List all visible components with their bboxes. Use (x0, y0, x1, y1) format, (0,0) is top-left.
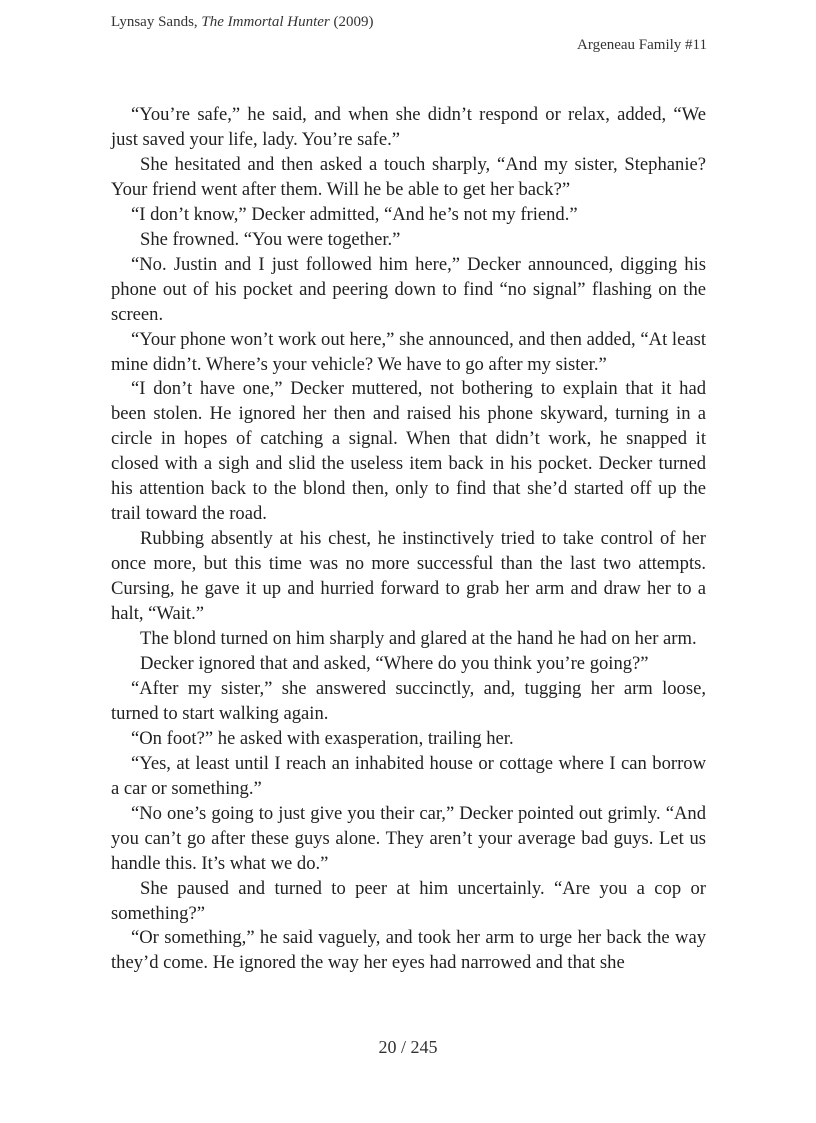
paragraph: She frowned. “You were together.” (140, 228, 401, 250)
paragraph: Rubbing absently at his chest, he instinctively tried to take control of her once more, but this time was no more successful than the last two attempts. Cursing, he gave it up and hurried forward to grab her arm and draw her to a halt, “Wait.” (111, 528, 706, 625)
running-header-series: Argeneau Family #11 (577, 37, 707, 53)
paragraph: “After my sister,” she answered succinctly, and, tugging her arm loose, turned to start walking again. (111, 677, 706, 724)
header-author: Lynsay Sands, (111, 14, 202, 30)
paragraph: “No one’s going to just give you their car,” Decker pointed out grimly. “And you can’t go after these guys alone. They aren’t your average bad guys. Let us handle this. It’s what we do.” (111, 802, 706, 874)
paragraph: “No. Justin and I just followed him here,” Decker announced, digging his phone out of his pocket and peering down to find “no signal” flashing on the screen. (111, 253, 706, 325)
paragraph: “On foot?” he asked with exasperation, trailing her. (131, 727, 514, 749)
running-header-left (111, 12, 374, 32)
body-text (111, 103, 706, 976)
paragraph: “I don’t have one,” Decker muttered, not bothering to explain that it had been stolen. He ignored her then and raised his phone skyward, turning in a circle in hopes of catching a signal. When that didn’t work, he snapped it closed with a sigh and slid the useless item back in his pocket. Decker turned his attention back to the blond then, only to find that she’d started off up the trail toward the road. (111, 378, 706, 525)
page-number: 20 / 245 (378, 1037, 438, 1057)
header-book-title: The Immortal Hunter (201, 14, 330, 30)
paragraph: “Or something,” he said vaguely, and took her arm to urge her back the way they’d come. He ignored the way her eyes had narrowed and that she (111, 927, 706, 974)
paragraph: She paused and turned to peer at him uncertainly. “Are you a cop or something?” (111, 877, 706, 924)
paragraph: “I don’t know,” Decker admitted, “And he’s not my friend.” (131, 203, 578, 225)
paragraph: “You’re safe,” he said, and when she didn’t respond or relax, added, “We just saved your life, lady. You’re safe.” (111, 104, 706, 150)
paragraph: Decker ignored that and asked, “Where do you think you’re going?” (140, 652, 649, 674)
header-year: (2009) (329, 14, 374, 30)
paragraph: The blond turned on him sharply and glared at the hand he had on her arm. (140, 628, 697, 650)
paragraph: She hesitated and then asked a touch sharply, “And my sister, Stephanie? Your friend went after them. Will he be able to get her back?” (111, 153, 706, 200)
paragraph: “Your phone won’t work out here,” she announced, and then added, “At least mine didn’t. Where’s your vehicle? We have to go after my sister.” (111, 328, 706, 375)
paragraph: “Yes, at least until I reach an inhabited house or cottage where I can borrow a car or something.” (111, 752, 706, 799)
